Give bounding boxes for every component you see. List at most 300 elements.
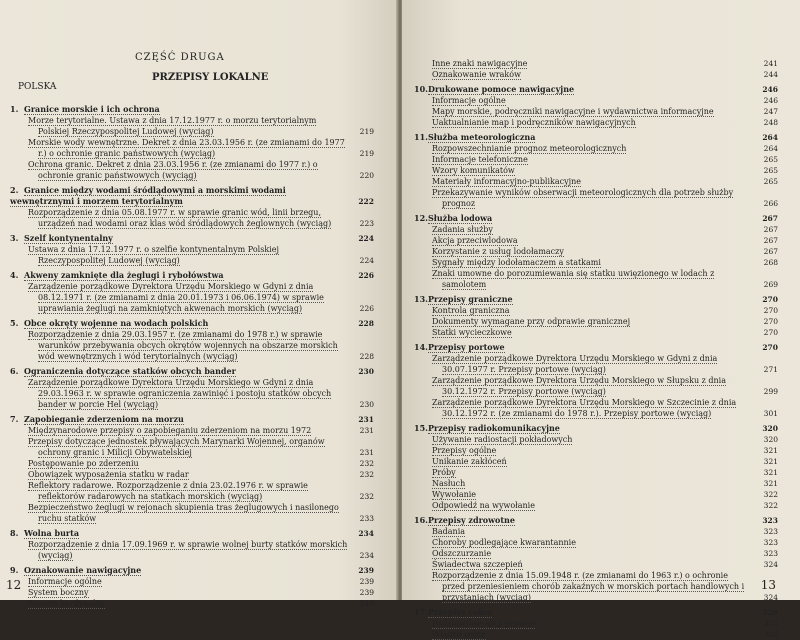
toc-page-number: 267 [763, 247, 778, 256]
toc-entry-text [414, 618, 752, 629]
toc-entry-title: Choroby podlegające kwarantannie [432, 538, 576, 547]
toc-entry-title: Korzystanie z usług lodołamaczy [432, 247, 564, 256]
toc-page-number: 224 [358, 234, 374, 243]
toc-entry-title: Bezpieczeństwo żeglugi w rejonach skupienia tras żeglugowych i nasilonego ruchu statków [28, 503, 339, 523]
toc-entry-title: Zadania służby [432, 225, 493, 234]
toc-entry-title: Rozporządzenie z dnia 05.08.1977 r. w sprawie granic wód, linii brzegu, urządzeń nad wodami oraz klas wód śródlądowych żeglownych (wyciąg) [28, 208, 332, 228]
toc-page-number: 265 [763, 155, 778, 164]
toc-entry-title: Przepisy portowe [428, 342, 505, 352]
toc-entry-text [10, 576, 348, 587]
toc-entry [10, 377, 374, 410]
toc-entry-text [414, 143, 752, 154]
toc-section [414, 84, 778, 95]
toc-entry-title: System kardynalny [28, 599, 106, 608]
toc-entry [414, 629, 778, 640]
toc-entry-title: Granice morskie i ich ochrona [24, 104, 160, 114]
toc-entry [414, 618, 778, 629]
toc-entry [414, 559, 778, 570]
toc-page-number: 233 [359, 514, 374, 523]
toc-entry-text [414, 607, 752, 618]
toc-page-number: 220 [359, 171, 374, 180]
toc-page-number: 267 [762, 214, 778, 223]
toc-entry-title: Wzory komunikatów [432, 166, 515, 175]
toc-entry-text [10, 414, 348, 425]
toc-entry-title: Kontrola graniczna [432, 306, 510, 315]
toc-entry-title: Próby [432, 468, 456, 477]
toc-entry-title: Świadectwa szczepień [432, 560, 523, 569]
toc-entry-text [414, 95, 752, 106]
toc-page-number: 270 [762, 295, 778, 304]
toc-entry-title: Obowiązek wyposażenia statku w radar [28, 470, 189, 479]
toc-entry-text [414, 397, 752, 419]
toc-entry-text [10, 425, 348, 436]
toc-entry-title: Zarządzenie porządkowe Dyrektora Urzędu Morskiego w Słupsku z dnia 30.12.1972 r. Przepisy portowe (wyciąg) [432, 376, 726, 396]
toc-entry-text [414, 537, 752, 548]
toc-section [414, 213, 778, 224]
toc-page-number: 226 [358, 271, 374, 280]
toc-section-number: 10. [414, 84, 428, 94]
toc-entry-text [414, 224, 752, 235]
toc-section-number: 4. [10, 270, 19, 280]
toc-entry-text [414, 305, 752, 316]
toc-entry-text [10, 270, 348, 281]
toc-entry-title: Informacje ogólne [432, 96, 506, 105]
toc-page-number: 326 [763, 630, 778, 639]
toc-page-number: 240 [359, 599, 374, 608]
toc-section-number: 1. [10, 104, 19, 114]
toc-page-number: 228 [358, 319, 374, 328]
toc-entry-text [414, 353, 752, 375]
toc-entry-text [414, 342, 752, 353]
toc-page-number: 320 [762, 424, 778, 433]
toc-entry-text [10, 233, 348, 244]
toc-entry-text [414, 257, 752, 268]
toc-page-number: 270 [763, 306, 778, 315]
toc-section [414, 294, 778, 305]
toc-section [414, 423, 778, 434]
toc-entry-text [414, 154, 752, 165]
toc-entry-text [10, 539, 348, 561]
toc-entry [414, 375, 778, 397]
toc-entry-title: Mapy morskie, podręczniki nawigacyjne i wydawnictwa informacyjne [432, 107, 714, 116]
toc-page-number: 323 [762, 516, 778, 525]
toc-entry-text [10, 458, 348, 469]
toc-page-number: 322 [763, 501, 778, 510]
toc-page-number: 321 [763, 479, 778, 488]
toc-entry-title: Oznakowanie wraków [432, 70, 521, 79]
toc-page-number: 267 [763, 225, 778, 234]
toc-entry [414, 316, 778, 327]
toc-entry-text [414, 629, 752, 640]
toc-page-number: 248 [763, 118, 778, 127]
page-number-left: 12 [6, 578, 22, 592]
toc-entry [414, 246, 778, 257]
toc-entry-title: Przepisy radiokomunikacyjne [428, 423, 560, 433]
toc-page-number: 324 [763, 560, 778, 569]
toc-section [10, 414, 374, 425]
toc-entry-text [10, 598, 348, 609]
toc-entry-text [414, 132, 752, 143]
toc-entry [414, 106, 778, 117]
toc-entry [414, 95, 778, 106]
toc-page-number: 321 [763, 468, 778, 477]
toc-section [10, 270, 374, 281]
toc-section [414, 132, 778, 143]
toc-entry-text [10, 281, 348, 314]
toc-page-number: 223 [359, 219, 374, 228]
toc-entry-title: Znaki umowne do porozumiewania się statku uwięzionego w lodach z samolotem [432, 269, 715, 289]
toc-page-number: 270 [763, 328, 778, 337]
toc-entry-text [414, 570, 752, 603]
toc-section [10, 318, 374, 329]
toc-entry [414, 478, 778, 489]
toc-entry-title: Morze terytorialne. Ustawa z dnia 17.12.1977 r. o morzu terytorialnym Polskiej Rzeczypospolitej Ludowej (wyciąg) [28, 116, 317, 136]
toc-entry [414, 143, 778, 154]
toc-entry-title: Wolna burta [24, 528, 79, 538]
toc-entry-title: Oznakowanie nawigacyjne [24, 565, 142, 575]
toc-section [10, 528, 374, 539]
toc-entry [414, 69, 778, 80]
toc-section [10, 366, 374, 377]
left-page [0, 0, 398, 608]
toc-entry-text [10, 436, 348, 458]
toc-entry-title: Informacje ogólne [28, 577, 102, 586]
toc-entry-text [414, 423, 752, 434]
toc-section [10, 104, 374, 115]
toc-entry-title: Postępowanie po zderzeniu [28, 459, 139, 468]
toc-entry-title: Ustawa z dnia 17.12.1977 r. o szelfie kontynentalnym Polskiej Rzeczypospolitej Ludowej (wyciąg) [28, 245, 279, 265]
toc-entry-title: Zapobieganie zderzeniom na morzu [24, 414, 184, 424]
toc-entry-text [414, 526, 752, 537]
toc-page-number: 324 [763, 593, 778, 602]
toc-entry-title: Przepisy ogólne [432, 446, 497, 455]
toc-section [10, 565, 374, 576]
toc-entry-title: Zarządzenie porządkowe Dyrektora Urzędu Morskiego w Szczecinie z dnia 30.12.1972 r. (ze zmianami do 1978 r.). Przepisy portowe (wyciąg) [432, 398, 737, 418]
toc-page-number: 232 [359, 492, 374, 501]
toc-entry-title: Informacje telefoniczne [432, 155, 528, 164]
part-title: CZĘŚĆ DRUGA [135, 52, 225, 63]
toc-entry-text [414, 176, 752, 187]
toc-section-number: 2. [10, 185, 19, 195]
toc-page-number: 231 [359, 448, 374, 457]
toc-page-number: 267 [763, 236, 778, 245]
toc-entry [414, 445, 778, 456]
toc-page-number: 232 [359, 470, 374, 479]
toc-entry [414, 224, 778, 235]
toc-page-number: 321 [763, 457, 778, 466]
toc-entry-text [414, 235, 752, 246]
toc-page-number: 230 [358, 367, 374, 376]
toc-page-number: 266 [763, 199, 778, 208]
toc-entry-text [10, 377, 348, 410]
toc-page-number: 228 [359, 352, 374, 361]
page-number-right: 13 [760, 578, 776, 592]
toc-page-number: 326 [763, 619, 778, 628]
toc-entry-title: Zarządzenie porządkowe Dyrektora Urzędu Morskiego w Gdyni z dnia 30.07.1977 r. Przepisy portowe (wyciąg) [432, 354, 718, 374]
toc-section [10, 185, 374, 207]
toc-entry-text [10, 137, 348, 159]
toc-entry-text [10, 159, 348, 181]
toc-entry-title: Materiały informacyjno-publikacyjne [432, 177, 582, 186]
toc-entry-text [10, 528, 348, 539]
toc-entry [414, 305, 778, 316]
toc-entry-text [414, 84, 752, 95]
toc-entry-title: Przepisy graniczne [428, 294, 513, 304]
toc-entry [414, 327, 778, 338]
toc-entry-title: Odpowiedź na wywołanie [432, 501, 535, 510]
toc-entry [414, 489, 778, 500]
toc-entry-text [414, 268, 752, 290]
toc-page-number: 269 [763, 280, 778, 289]
toc-entry [10, 159, 374, 181]
toc-page-number: 265 [763, 177, 778, 186]
toc-entry-text [414, 467, 752, 478]
toc-entry-title: Zarządzenie porządkowe Dyrektora Urzędu Morskiego w Gdyni z dnia 29.03.1963 r. w sprawie ograniczenia zawinięć i postoju statków obcych bander w porcie Hel (wyciąg) [28, 378, 332, 409]
toc-page-number: 230 [359, 400, 374, 409]
toc-page-number: 264 [762, 133, 778, 142]
toc-page-number: 241 [763, 59, 778, 68]
toc-entry-title: Granice między wodami śródlądowymi a morskimi wodami wewnętrznymi i morzem terytorialnym [10, 185, 286, 206]
toc-entry-title: Unikanie zakłóceń [432, 457, 507, 466]
toc-entry [10, 458, 374, 469]
toc-section-number: 5. [10, 318, 19, 328]
toc-entry-title: Sygnały między lodołamaczem a statkami [432, 258, 601, 267]
toc-entry-text [414, 500, 752, 511]
toc-entry [10, 502, 374, 524]
toc-page-number: 270 [763, 317, 778, 326]
table-of-contents-left [10, 100, 374, 609]
toc-entry-text [414, 456, 752, 467]
toc-entry-title: Władze celne [432, 630, 486, 639]
toc-section-number: 12. [414, 213, 428, 223]
toc-page-number: 326 [762, 608, 778, 617]
toc-entry-title: Rozpowszechnianie prognoz meteorologicznych [432, 144, 627, 153]
toc-entry-title: Odszczurzanie [432, 549, 492, 558]
toc-page-number: 323 [763, 527, 778, 536]
toc-entry-text [10, 565, 348, 576]
toc-entry-title: Ochrona granic. Dekret z dnia 23.03.1956 r. (ze zmianami do 1977 r.) o ochronie granic państwowych (wyciąg) [28, 160, 318, 180]
toc-entry-text [414, 316, 752, 327]
toc-entry [414, 537, 778, 548]
toc-entry-text [414, 445, 752, 456]
toc-entry [10, 115, 374, 137]
toc-entry-title: Zarządzenie porządkowe Dyrektora Urzędu Morskiego w Gdyni z dnia 08.12.1971 r. (ze zmianami z dnia 20.01.1973 i 06.06.1974) w sprawie uprawiania żeglugi na zamkniętych akwenach morskich (wyciąg) [28, 282, 324, 313]
toc-entry [10, 539, 374, 561]
toc-page-number: 224 [359, 256, 374, 265]
toc-page-number: 231 [358, 415, 374, 424]
toc-entry-text [10, 469, 348, 480]
toc-entry-title: Dokumenty wymagane przy odprawie granicznej [432, 317, 631, 326]
toc-entry-text [414, 548, 752, 559]
toc-entry [414, 467, 778, 478]
toc-section-number: 13. [414, 294, 428, 304]
toc-entry-text [10, 318, 348, 329]
toc-page-number: 323 [763, 549, 778, 558]
toc-entry-title: Morskie wody wewnętrzne. Dekret z dnia 23.03.1956 r. (ze zmianami do 1977 r.) o ochronie granic państwowych (wyciąg) [28, 138, 345, 158]
toc-entry [414, 268, 778, 290]
section-title: PRZEPISY LOKALNE [152, 72, 269, 83]
toc-page-number: 301 [763, 409, 778, 418]
toc-entry-title: Podstawowe akty prawne [432, 619, 536, 628]
toc-page-number: 239 [359, 588, 374, 597]
toc-section-number: 16. [414, 515, 428, 525]
toc-entry [10, 587, 374, 598]
toc-entry-text [10, 366, 348, 377]
toc-entry [10, 281, 374, 314]
toc-section [10, 233, 374, 244]
toc-entry-title: Przekazywanie wyników obserwacji meteorologicznych dla potrzeb służby prognoz [432, 188, 734, 208]
toc-entry-text [414, 117, 752, 128]
toc-entry-title: Akcja przeciwlodowa [432, 236, 518, 245]
toc-entry-title: Obce okręty wojenne na wodach polskich [24, 318, 209, 328]
toc-entry-text [10, 244, 348, 266]
toc-page-number: 264 [763, 144, 778, 153]
toc-entry-text [414, 434, 752, 445]
toc-page-number: 246 [763, 96, 778, 105]
toc-entry [414, 434, 778, 445]
toc-section-number: 3. [10, 233, 19, 243]
toc-entry-title: System boczny [28, 588, 89, 597]
toc-page-number: 299 [763, 387, 778, 396]
table-of-contents-right [414, 58, 778, 640]
toc-entry-text [10, 329, 348, 362]
toc-entry-title: Wywołanie [432, 490, 477, 499]
toc-page-number: 244 [763, 70, 778, 79]
toc-entry [414, 165, 778, 176]
toc-entry-text [414, 69, 752, 80]
toc-entry-title: Nasłuch [432, 479, 466, 488]
toc-page-number: 239 [359, 577, 374, 586]
toc-page-number: 247 [763, 107, 778, 116]
toc-page-number: 239 [358, 566, 374, 575]
toc-page-number: 231 [359, 426, 374, 435]
toc-entry-title: Rozporządzenie z dnia 29.03.1957 r. (ze zmianami do 1978 r.) w sprawie warunków przebywania obcych okrętów wojennych na obszarze morskich wód wewnętrznych i wód terytorialnych (wyciąg) [28, 330, 338, 361]
toc-entry-text [10, 104, 348, 115]
toc-entry [414, 154, 778, 165]
toc-entry-title: Rozporządzenie z dnia 15.09.1948 r. (ze zmianami do 1963 r.) o ochronie przed przeniesieniem chorób zakaźnych w morskich portach handlowych i przystaniach (wyciąg) [432, 571, 745, 602]
right-page [402, 0, 800, 639]
toc-entry [414, 548, 778, 559]
toc-entry [414, 397, 778, 419]
toc-entry-text [414, 294, 752, 305]
toc-entry-text [10, 587, 348, 598]
toc-entry [414, 353, 778, 375]
toc-entry [10, 425, 374, 436]
toc-entry-title: Rozporządzenie z dnia 17.09.1969 r. w sprawie wolnej burty statków morskich (wyciąg) [28, 540, 348, 560]
toc-entry-title: Akweny zamknięte dla żeglugi i rybołówstwa [24, 270, 224, 280]
toc-entry-title: Inne znaki nawigacyjne [432, 59, 528, 68]
toc-section-number: 11. [414, 132, 428, 142]
country-heading: POLSKA [18, 82, 57, 92]
toc-entry-text [414, 489, 752, 500]
toc-page-number: 271 [763, 365, 778, 374]
toc-page-number: 234 [358, 529, 374, 538]
toc-page-number: 226 [359, 304, 374, 313]
toc-entry [414, 187, 778, 209]
toc-page-number: 321 [763, 446, 778, 455]
toc-entry [10, 329, 374, 362]
toc-entry [414, 570, 778, 603]
toc-entry [414, 456, 778, 467]
toc-entry [414, 257, 778, 268]
toc-section-number: 6. [10, 366, 19, 376]
toc-entry [414, 500, 778, 511]
toc-entry [10, 137, 374, 159]
toc-entry-text [414, 213, 752, 224]
toc-entry [10, 598, 374, 609]
toc-entry [414, 58, 778, 69]
toc-section [414, 342, 778, 353]
toc-entry [10, 244, 374, 266]
toc-page-number: 219 [359, 149, 374, 158]
toc-page-number: 320 [763, 435, 778, 444]
toc-entry-title: Przepisy dotyczące jednostek pływających Marynarki Wojennej, organów ochrony granic i Milicji Obywatelskiej [28, 437, 325, 457]
toc-page-number: 268 [763, 258, 778, 267]
toc-page-number: 322 [763, 490, 778, 499]
toc-section-number: 15. [414, 423, 428, 433]
toc-entry [10, 207, 374, 229]
toc-entry [414, 526, 778, 537]
toc-section-number: 7. [10, 414, 19, 424]
toc-entry-text [10, 207, 348, 229]
toc-section [414, 607, 778, 618]
toc-entry-text [414, 165, 752, 176]
toc-entry-title: Przepisy zdrowotne [428, 515, 515, 525]
toc-page-number: 323 [763, 538, 778, 547]
toc-entry-title: Reflektory radarowe. Rozporządzenie z dnia 23.02.1976 r. w sprawie reflektorów radarowych na statkach morskich (wyciąg) [28, 481, 308, 501]
toc-entry [414, 117, 778, 128]
toc-page-number: 232 [359, 459, 374, 468]
toc-entry [414, 176, 778, 187]
toc-entry-text [414, 478, 752, 489]
toc-entry-title: Przepisy celne [428, 607, 493, 617]
toc-entry-title: Uaktualnianie map i podręczników nawigacyjnych [432, 118, 636, 127]
toc-page-number: 246 [762, 85, 778, 94]
toc-entry-text [414, 375, 752, 397]
toc-entry [10, 576, 374, 587]
toc-entry-text [414, 559, 752, 570]
toc-entry-text [10, 185, 348, 207]
toc-page-number: 270 [762, 343, 778, 352]
toc-entry-text [414, 515, 752, 526]
toc-entry-title: Służba lodowa [428, 213, 493, 223]
toc-entry-title: Używanie radiostacji pokładowych [432, 435, 573, 444]
toc-page-number: 265 [763, 166, 778, 175]
toc-entry-text [10, 115, 348, 137]
toc-section-number: 14. [414, 342, 428, 352]
toc-entry-text [10, 480, 348, 502]
toc-entry-title: Ograniczenia dotyczące statków obcych bander [24, 366, 236, 376]
toc-entry [10, 469, 374, 480]
toc-page-number: 234 [359, 551, 374, 560]
toc-entry-title: Statki wycieczkowe [432, 328, 512, 337]
toc-entry-title: Badania [432, 527, 466, 536]
toc-entry [10, 436, 374, 458]
toc-entry-title: Służba meteorologiczna [428, 132, 536, 142]
toc-entry-text [414, 187, 752, 209]
toc-entry-text [414, 58, 752, 69]
toc-entry-title: Międzynarodowe przepisy o zapobieganiu zderzeniom na morzu 1972 [28, 426, 312, 435]
toc-page-number: 219 [359, 127, 374, 136]
toc-entry-text [10, 502, 348, 524]
toc-entry-title: Szelf kontynentalny [24, 233, 113, 243]
toc-page-number: 222 [358, 197, 374, 206]
toc-section-number: 17. [414, 607, 428, 617]
toc-entry-text [414, 106, 752, 117]
toc-section-number: 8. [10, 528, 19, 538]
toc-entry-text [414, 327, 752, 338]
toc-entry-text [414, 246, 752, 257]
